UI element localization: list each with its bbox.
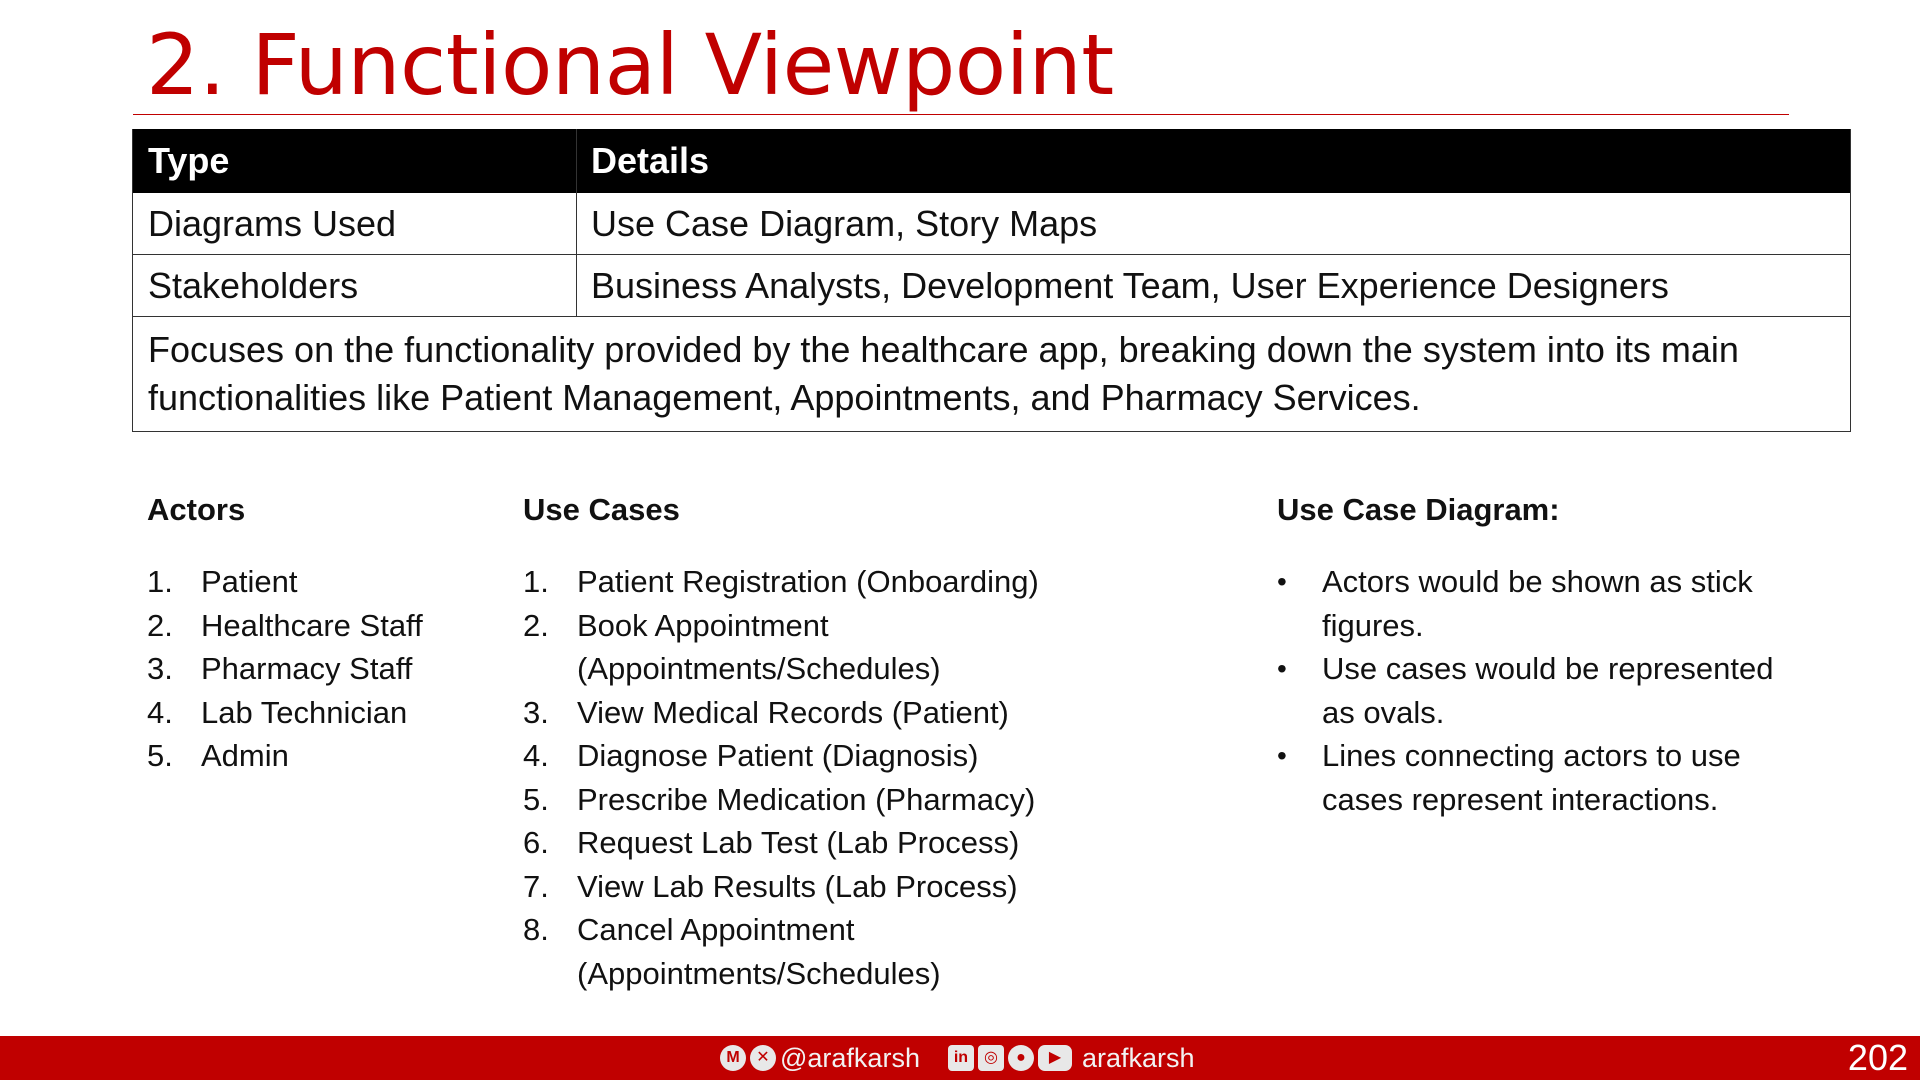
list-item <box>523 865 1083 909</box>
list-item <box>523 734 1083 778</box>
list-item-text: Diagnose Patient (Diagnosis) <box>577 738 979 773</box>
bullet-icon: • <box>1277 653 1287 684</box>
use-cases-heading: Use Cases <box>523 492 680 527</box>
table-cell-description: Focuses on the functionality provided by the healthcare app, breaking down the system into its main functionalities like Patient Management, Appointments, and Pharmacy Services. <box>133 317 1851 432</box>
x-icon[interactable]: ✕ <box>750 1045 776 1071</box>
list-item-number: 3. <box>147 651 173 686</box>
list-item-text: View Lab Results (Lab Process) <box>577 868 1018 904</box>
list-item <box>523 821 1083 865</box>
actors-heading: Actors <box>147 492 246 527</box>
list-item-text: Patient <box>201 564 298 599</box>
bullet-icon: • <box>1277 566 1287 597</box>
list-item-number: 7. <box>523 868 549 904</box>
list-item <box>147 691 487 735</box>
actors-section <box>147 488 487 778</box>
list-item-text: Lines connecting actors to use cases represent interactions. <box>1322 738 1741 817</box>
table-cell-details: Use Case Diagram, Story Maps <box>577 193 1851 255</box>
medium-icon[interactable]: M <box>720 1045 746 1071</box>
actors-list <box>147 560 487 778</box>
list-item <box>1277 734 1797 821</box>
instagram-icon[interactable]: ◎ <box>978 1045 1004 1071</box>
list-item <box>147 647 487 691</box>
use-case-diagram-section <box>1277 488 1797 821</box>
use-cases-list <box>523 560 1083 995</box>
viewpoint-table <box>132 129 1851 432</box>
list-item-number: 4. <box>523 738 549 773</box>
list-item-number: 1. <box>523 564 549 599</box>
list-item-number: 3. <box>523 694 549 730</box>
list-item-text: Cancel Appointment (Appointments/Schedules) <box>577 912 941 991</box>
list-item-text: Lab Technician <box>201 694 408 730</box>
diagram-notes-list <box>1277 560 1797 821</box>
list-item-text: Prescribe Medication (Pharmacy) <box>577 781 1036 817</box>
title-underline <box>133 114 1789 115</box>
table-row <box>133 193 1851 255</box>
use-cases-section <box>523 488 1083 995</box>
list-item-number: 8. <box>523 912 549 947</box>
table-cell-type: Diagrams Used <box>133 193 577 255</box>
list-item-number: 6. <box>523 825 549 860</box>
list-item-number: 2. <box>147 607 173 643</box>
list-item <box>1277 647 1797 734</box>
list-item <box>523 908 1083 995</box>
list-item-text: Actors would be shown as stick figures. <box>1322 564 1753 643</box>
linkedin-icon[interactable]: in <box>948 1045 974 1071</box>
table-header-type: Type <box>133 129 577 193</box>
social-handle-secondary: arafkarsh <box>1081 1042 1195 1073</box>
list-item-number: 2. <box>523 607 549 643</box>
list-item-text: View Medical Records (Patient) <box>577 694 1009 730</box>
list-item-text: Book Appointment (Appointments/Schedules) <box>577 607 941 686</box>
social-handles <box>720 1036 1195 1080</box>
list-item-number: 5. <box>523 781 549 817</box>
list-item <box>523 560 1083 604</box>
bullet-icon: • <box>1277 740 1287 771</box>
page-number: 202 <box>1847 1037 1908 1078</box>
footer-bar <box>0 1036 1920 1080</box>
youtube-icon[interactable]: ▶ <box>1038 1045 1072 1071</box>
table-row-description <box>133 317 1851 432</box>
list-item-text: Request Lab Test (Lab Process) <box>577 825 1020 860</box>
list-item-text: Use cases would be represented as ovals. <box>1322 651 1774 730</box>
table-header-row <box>133 129 1851 193</box>
table-header-details: Details <box>577 129 1851 193</box>
github-icon[interactable]: ● <box>1008 1045 1034 1071</box>
list-item <box>523 604 1083 691</box>
use-case-diagram-heading: Use Case Diagram: <box>1277 492 1560 527</box>
table-cell-details: Business Analysts, Development Team, User Experience Designers <box>577 255 1851 317</box>
table-row <box>133 255 1851 317</box>
slide-title: 2. Functional Viewpoint <box>146 16 1114 114</box>
social-handle-primary: @arafkarsh <box>780 1042 920 1073</box>
list-item-text: Healthcare Staff <box>201 607 423 643</box>
list-item-number: 1. <box>147 564 173 599</box>
list-item-number: 5. <box>147 738 173 773</box>
list-item-text: Patient Registration (Onboarding) <box>577 564 1039 599</box>
list-item-text: Admin <box>201 738 289 773</box>
list-item <box>147 560 487 604</box>
list-item <box>147 604 487 648</box>
list-item <box>147 734 487 778</box>
list-item <box>523 691 1083 735</box>
list-item-text: Pharmacy Staff <box>201 651 413 686</box>
list-item-number: 4. <box>147 694 173 730</box>
list-item <box>523 778 1083 822</box>
table-cell-type: Stakeholders <box>133 255 577 317</box>
list-item <box>1277 560 1797 647</box>
